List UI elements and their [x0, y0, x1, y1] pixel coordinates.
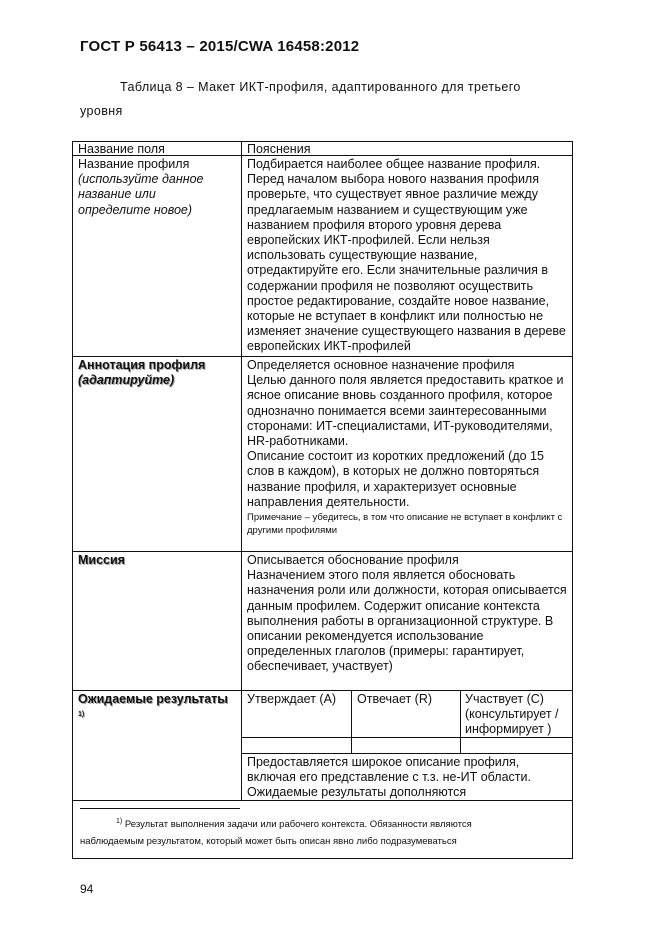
- explanation-line: Целью данного поля является предоставить краткое и ясное описание вновь созданного профиля, которое однозначно понимается всеми заинтересованными сторонами: ИТ-специалистами, ИТ-руководителями, HR-работниками.: [247, 373, 564, 449]
- footnote-line-2: наблюдаемым результатом, который может быть описан явно либо подразумеваться: [80, 836, 457, 847]
- field-title: Аннотация профиля: [78, 358, 206, 372]
- row-mission-explanation: [247, 553, 569, 675]
- field-title: Ожидаемые результаты: [78, 692, 228, 706]
- row-annotation-explanation: [247, 358, 569, 537]
- row-mission-field: Миссия: [78, 553, 125, 567]
- column-header-field: Название поля: [78, 142, 165, 156]
- subheader-participates: Участвует (C) (консультирует /информирует ): [465, 692, 559, 737]
- subtable-divider: [241, 753, 573, 754]
- row-divider: [72, 690, 573, 691]
- row-profile-name-field: [78, 157, 234, 218]
- explanation-line: Описывается обоснование профиля: [247, 553, 459, 567]
- row-results-explanation: Предоставляется широкое описание профиля, включая его представление с т.з. не-ИТ области. Ожидаемые результаты дополняются: [247, 755, 531, 800]
- explanation-line: Описание состоит из коротких предложений (до 15 слов в каждом), в которых не должно повторяться название профиля, и характеризует основные направления деятельности.: [247, 449, 544, 509]
- table-caption-continued: уровня: [80, 104, 123, 118]
- column-header-explanation: Пояснения: [247, 142, 311, 156]
- subheader-responsible: Отвечает (R): [357, 692, 433, 706]
- row-results-field: [78, 692, 238, 726]
- field-note: (используйте данное название или определите новое): [78, 172, 204, 217]
- explanation-line: Назначением этого поля является обосновать назначения роли или должности, которая описывается данным профилем. Содержит описание контекста выполнения работы в организационной структуре. В описании рекомендуется использование определенных глаголов (примеры: гарантирует, обеспечивает, участвует): [247, 568, 567, 674]
- row-profile-name-explanation: Подбирается наиболее общее название профиля. Перед началом выбора нового названия профиля проверьте, что существует явное различие между предлагаемым названием и существующим уже названием профиля второго уровня дерева европейских ИКТ-профилей. Если нельзя использовать существующие название, отредактируйте его. Если значительные различия в содержании профиля не позволяют осуществить простое редактирование, создайте новое название, которые не вступает в конфликт или полностью не изменяет значение существующего названия в дереве европейских ИКТ-профилей: [247, 157, 566, 354]
- row-divider: [72, 551, 573, 552]
- footnote-text: Результат выполнения задачи или рабочего контекста. Обязанности являются: [124, 819, 472, 831]
- explanation-line: Определяется основное назначение профиля: [247, 358, 515, 372]
- subtable-divider: [351, 690, 352, 753]
- field-note: (адаптируйте): [78, 373, 175, 388]
- column-divider: [241, 141, 242, 800]
- footnote-mark: 1): [116, 818, 123, 825]
- row-annotation-field: [78, 358, 234, 388]
- footnote-line-1: [116, 818, 472, 830]
- footnote-ref: 1): [78, 711, 85, 719]
- table-caption: Таблица 8 – Макет ИКТ-профиля, адаптированного для третьего: [120, 80, 521, 94]
- subtable-divider: [460, 690, 461, 753]
- row-divider: [72, 356, 573, 357]
- field-title: Название профиля: [78, 157, 190, 171]
- page-number: 94: [80, 882, 94, 896]
- subheader-approves: Утверждает (A): [247, 692, 337, 706]
- footnote-separator: [80, 808, 240, 809]
- document-header: ГОСТ Р 56413 – 2015/CWA 16458:2012: [80, 38, 360, 55]
- note-text: Примечание – убедитесь, в том что описание не вступает в конфликт с другими профилями: [247, 512, 563, 536]
